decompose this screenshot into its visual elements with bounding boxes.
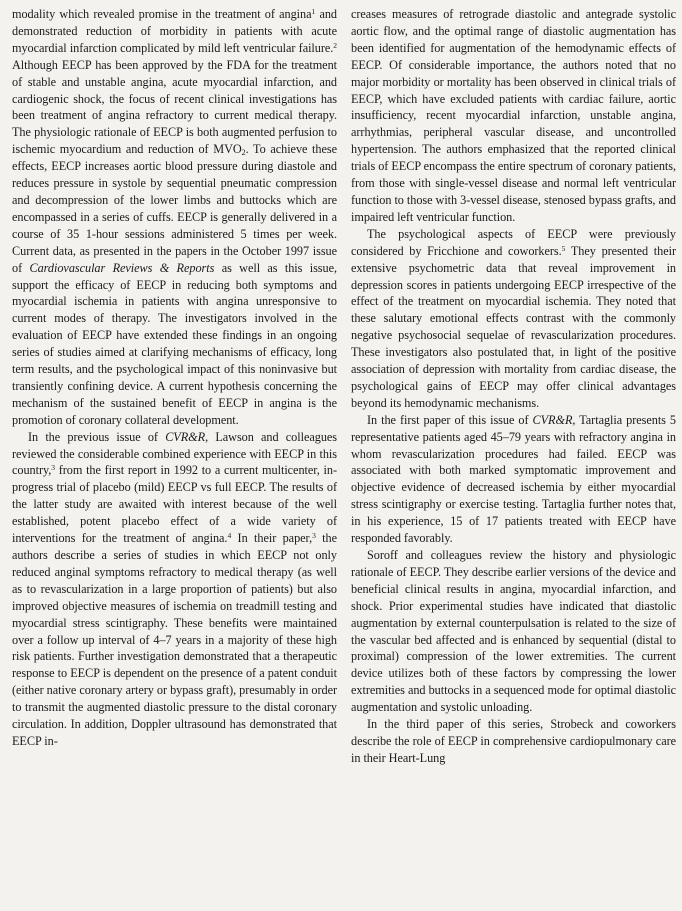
subscript: 2 xyxy=(241,148,246,158)
paragraph: In the third paper of this series, Strobeck and coworkers describe the role of EECP in comprehensive cardiopulmonary care in their Heart-Lung xyxy=(351,717,676,765)
text-run: as well as this issue, support the efficacy of EECP in reducing both symptoms and myocardial ischemia in patients with angina unresponsive to current modes of therapy. The investigators involved in the evaluation of EECP have extended these findings in an ongoing series of studies aimed at clarifying mechanisms of efficacy, long term results, and the psychological impact of this noninvasive but transiently confining device. A current hypothesis concerning the mechanism of the sustained benefit of EECP in angina is the promotion of coronary collateral development. xyxy=(12,260,337,427)
paragraph xyxy=(12,429,337,750)
journal-title: Cardiovascular Reviews & Reports xyxy=(29,260,215,275)
reference-marker: 4 xyxy=(227,531,232,541)
paragraph xyxy=(12,6,337,429)
text-run: , Tartaglia presents 5 representative patients aged 45–79 years with refractory angina in whom revascularization procedures had failed. EECP was associated with both marked symptomatic improvement and objective evidence of decreased ischemia by either myocardial stress scintigraphy or exercise testing. Tartaglia further notes that, in his experience, 15 of 17 patients treated with EECP have responded favorably. xyxy=(351,412,676,546)
paragraph: Soroff and colleagues review the history and physiologic rationale of EECP. They describe earlier versions of the device and beneficial clinical results in angina, myocardial infarction, and shock. Prior experimental studies have indicated that diastolic augmentation by external counterpulsation is related to the size of the vascular bed affected and is enhanced by sequential (distal to proximal) compression of the lower extremities. The current device utilizes both of these factors by compressing the lower extremities and buttocks in a sequenced mode for optimal diastolic augmentation and systolic unloading. xyxy=(351,548,676,715)
paragraph: creases measures of retrograde diastolic and antegrade systolic aortic flow, and the optimal range of diastolic augmentation has been identified for augmentation of the hemodynamic effects of EECP. Of considerable importance, the authors noted that no major morbidity or mortality has been observed in clinical trials of EECP, which have excluded patients with cardiac failure, aortic insufficiency, recent myocardial infarction, unstable angina, arrhythmias, peripheral vascular disease, and uncontrolled hypertension. The authors emphasized that the reported clinical trials of EECP encompass the entire spectrum of coronary patients, from those with single-vessel disease and normal left ventricular function to those with 3-vessel disease, stenosed bypass grafts, and impaired left ventricular function. xyxy=(351,7,676,224)
text-run: In the first paper of this issue of xyxy=(367,412,533,427)
reference-marker: 5 xyxy=(561,243,566,253)
text-run: the authors describe a series of studies in which EECP not only reduced anginal symptoms refractory to medical therapy (as well as to revascularization in a large proportion of patients) but also improved objective measures of ischemia on treadmill testing and myocardial stress scintigraphy. These benefits were maintained over a follow up interval of 4–7 years in a majority of these high risk patients. Further investigation demonstrated that a therapeutic response to EECP is dependent on the presence of a patent conduit (either native coronary artery or bypass graft), presumably in order to transmit the augmented diastolic pressure to the distal coronary circulation. In addition, Doppler ultrasound has demonstrated that EECP in- xyxy=(12,531,337,748)
journal-title: CVR&R xyxy=(165,429,206,444)
text-run: , Lawson and colleagues reviewed the considerable combined experience with EECP in this country, xyxy=(12,429,337,478)
journal-title: CVR&R xyxy=(532,412,573,427)
left-column xyxy=(12,6,337,911)
paragraph xyxy=(351,226,676,412)
text-run: . To achieve these effects, EECP increases aortic blood pressure during diastole and reduces pressure in systole by sequential pneumatic compression and decompression of the lower limbs and buttocks which are encompassed in a series of cuffs. EECP is generally delivered in a course of 35 1-hour sessions administered 5 times per week. Current data, as presented in the papers in the October 1997 issue of xyxy=(12,142,337,275)
right-column xyxy=(351,6,676,911)
reference-marker: 3 xyxy=(51,463,55,473)
reference-marker: 1 xyxy=(311,7,316,16)
paragraph xyxy=(351,412,676,547)
reference-marker: 2 xyxy=(333,40,337,50)
text-run: from the first report in 1992 to a current multicenter, in-progress trial of placebo (mild) EECP vs full EECP. The results of the latter study are awaited with interest because of the well established, potent placebo effect of a wide variety of interventions for the treatment of angina. xyxy=(12,463,337,546)
text-run: and demonstrated reduction of morbidity in patients with acute myocardial infarction complicated by mild left ventricular failure. xyxy=(12,7,337,55)
reference-marker: 3 xyxy=(312,531,316,541)
text-run: In their paper, xyxy=(231,531,313,546)
text-run: Although EECP has been approved by the FDA for the treatment of stable and unstable angina, acute myocardial infarction, and cardiogenic shock, the focus of recent clinical investigations has been treatment of angina refractory to current medical therapy. The physiologic rationale of EECP is both augmented perfusion to ischemic myocardium and reduction of MVO xyxy=(12,57,337,157)
text-run: They presented their extensive psychometric data that reveal improvement in depression scores in patients undergoing EECP irrespective of the effect of the treatment on myocardial ischemia. They noted that these salutary emotional effects contrast with the commonly negative psychosocial sequelae of revascularization procedures. These investigators also postulated that, in light of the positive association of depression with mortality from cardiac disease, the psychological gains of EECP may offer clinical advantages beyond its hemodynamic mechanisms. xyxy=(351,243,676,410)
text-run: In the previous issue of xyxy=(28,429,166,444)
text-run: modality which revealed promise in the treatment of angina xyxy=(12,7,312,21)
text-run: The psychological aspects of EECP were previously considered by Fricchione and coworkers. xyxy=(351,226,676,258)
